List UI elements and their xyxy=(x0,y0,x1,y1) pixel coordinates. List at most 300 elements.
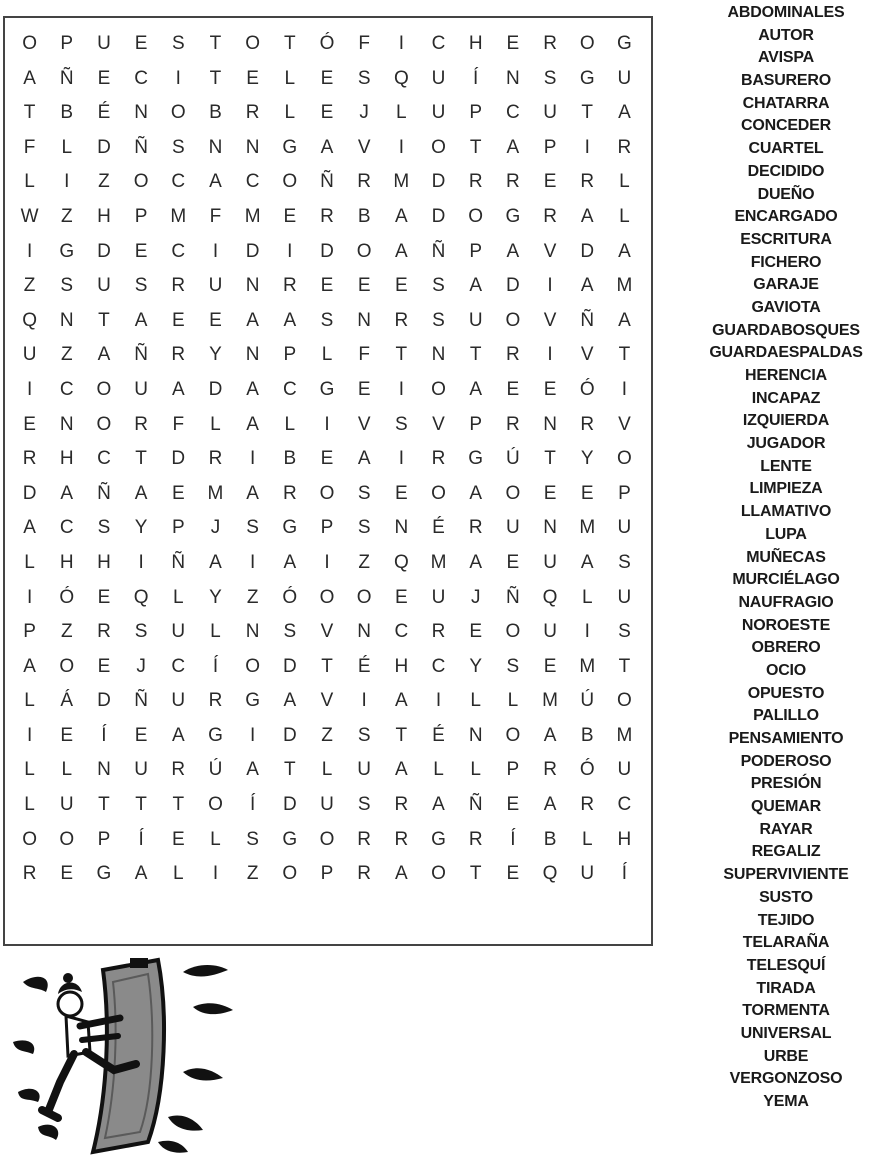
grid-cell[interactable]: E xyxy=(171,482,185,504)
grid-cell[interactable]: E xyxy=(506,863,520,885)
grid-cell[interactable]: A xyxy=(357,448,371,470)
grid-cell[interactable]: A xyxy=(209,171,222,193)
grid-cell[interactable]: D xyxy=(97,136,111,158)
grid-cell[interactable]: E xyxy=(23,413,36,435)
grid-cell[interactable]: Z xyxy=(23,275,36,297)
grid-cell[interactable]: A xyxy=(580,205,594,227)
grid-cell[interactable]: J xyxy=(470,586,481,608)
grid-cell[interactable]: R xyxy=(468,517,483,539)
grid-cell[interactable]: U xyxy=(431,67,446,89)
grid-cell[interactable]: E xyxy=(506,794,520,816)
grid-cell[interactable]: Z xyxy=(60,205,73,227)
grid-cell[interactable]: R xyxy=(320,205,334,227)
grid-cell[interactable]: V xyxy=(432,413,445,435)
grid-cell[interactable]: Z xyxy=(321,724,333,746)
grid-cell[interactable]: R xyxy=(543,759,557,781)
grid-cell[interactable]: A xyxy=(618,309,631,331)
grid-cell[interactable]: R xyxy=(245,102,260,124)
grid-cell[interactable]: E xyxy=(543,171,557,193)
grid-cell[interactable]: E xyxy=(357,275,371,297)
grid-cell[interactable]: G xyxy=(579,67,595,89)
grid-cell[interactable]: V xyxy=(543,240,557,262)
grid-cell[interactable]: O xyxy=(319,586,335,608)
grid-cell[interactable]: A xyxy=(395,863,408,885)
grid-cell[interactable]: H xyxy=(617,828,632,850)
grid-cell[interactable]: Q xyxy=(22,309,37,331)
grid-cell[interactable]: Ñ xyxy=(134,344,148,366)
grid-cell[interactable]: A xyxy=(469,482,483,504)
grid-cell[interactable]: M xyxy=(579,517,596,539)
grid-cell[interactable]: L xyxy=(284,102,296,124)
grid-cell[interactable]: Ñ xyxy=(134,690,148,712)
grid-cell[interactable]: I xyxy=(26,586,33,608)
grid-cell[interactable]: U xyxy=(431,102,446,124)
grid-cell[interactable]: I xyxy=(175,67,181,89)
grid-cell[interactable]: H xyxy=(59,551,74,573)
grid-cell[interactable]: A xyxy=(618,240,631,262)
grid-cell[interactable]: R xyxy=(97,621,111,643)
grid-cell[interactable]: Í xyxy=(212,655,219,677)
grid-cell[interactable]: E xyxy=(209,309,222,331)
grid-cell[interactable]: O xyxy=(431,136,446,158)
grid-cell[interactable]: S xyxy=(432,309,445,331)
grid-cell[interactable]: O xyxy=(245,655,261,677)
grid-cell[interactable]: C xyxy=(394,621,409,643)
grid-cell[interactable]: É xyxy=(97,102,111,124)
grid-cell[interactable]: Í xyxy=(510,828,516,850)
grid-cell[interactable]: Ñ xyxy=(506,586,520,608)
grid-cell[interactable]: N xyxy=(543,517,557,539)
grid-cell[interactable]: W xyxy=(20,205,39,227)
grid-cell[interactable]: T xyxy=(98,794,110,816)
grid-cell[interactable]: A xyxy=(60,482,74,504)
grid-cell[interactable]: Y xyxy=(580,448,594,470)
grid-cell[interactable]: N xyxy=(134,102,148,124)
grid-cell[interactable]: Ó xyxy=(579,759,595,781)
grid-cell[interactable]: S xyxy=(618,551,631,573)
grid-cell[interactable]: N xyxy=(357,309,372,331)
grid-cell[interactable]: Z xyxy=(60,344,73,366)
grid-cell[interactable]: R xyxy=(171,759,186,781)
grid-cell[interactable]: O xyxy=(468,205,484,227)
grid-cell[interactable]: E xyxy=(283,205,297,227)
grid-cell[interactable]: L xyxy=(173,863,184,885)
grid-cell[interactable]: C xyxy=(506,102,520,124)
grid-cell[interactable]: L xyxy=(581,586,593,608)
grid-cell[interactable]: I xyxy=(212,863,219,885)
grid-cell[interactable]: P xyxy=(23,621,36,643)
grid-cell[interactable]: D xyxy=(282,655,297,677)
grid-cell[interactable]: Q xyxy=(133,586,149,608)
grid-cell[interactable]: O xyxy=(282,171,298,193)
grid-cell[interactable]: C xyxy=(171,240,186,262)
grid-cell[interactable]: L xyxy=(470,690,481,712)
grid-cell[interactable]: L xyxy=(284,413,296,435)
grid-cell[interactable]: U xyxy=(543,621,557,643)
grid-cell[interactable]: L xyxy=(210,828,221,850)
grid-cell[interactable]: P xyxy=(283,344,297,366)
grid-cell[interactable]: B xyxy=(543,828,557,850)
grid-cell[interactable]: Ñ xyxy=(468,794,483,816)
grid-cell[interactable]: U xyxy=(134,759,148,781)
grid-cell[interactable]: R xyxy=(394,828,409,850)
grid-cell[interactable]: C xyxy=(59,517,74,539)
grid-cell[interactable]: T xyxy=(469,344,482,366)
grid-cell[interactable]: R xyxy=(134,413,148,435)
grid-cell[interactable]: D xyxy=(208,378,223,400)
grid-cell[interactable]: D xyxy=(171,448,186,470)
grid-cell[interactable]: A xyxy=(209,551,222,573)
grid-cell[interactable]: E xyxy=(580,482,594,504)
grid-cell[interactable]: B xyxy=(357,205,371,227)
grid-cell[interactable]: R xyxy=(394,794,409,816)
grid-cell[interactable]: A xyxy=(432,794,445,816)
grid-cell[interactable]: G xyxy=(319,378,335,400)
grid-cell[interactable]: A xyxy=(246,413,259,435)
grid-cell[interactable]: S xyxy=(506,655,520,677)
grid-cell[interactable]: J xyxy=(359,102,369,124)
grid-cell[interactable]: Y xyxy=(134,517,148,539)
grid-cell[interactable]: Z xyxy=(60,621,73,643)
grid-cell[interactable]: A xyxy=(23,655,36,677)
grid-cell[interactable]: M xyxy=(207,482,224,504)
grid-cell[interactable]: A xyxy=(171,724,185,746)
grid-cell[interactable]: S xyxy=(357,482,371,504)
grid-cell[interactable]: A xyxy=(134,863,148,885)
grid-cell[interactable]: S xyxy=(618,621,631,643)
grid-cell[interactable]: J xyxy=(136,655,146,677)
grid-cell[interactable]: Í xyxy=(138,828,144,850)
grid-cell[interactable]: I xyxy=(138,551,144,573)
grid-cell[interactable]: É xyxy=(357,655,371,677)
grid-cell[interactable]: S xyxy=(357,724,371,746)
grid-cell[interactable]: L xyxy=(24,690,35,712)
grid-cell[interactable]: S xyxy=(543,67,557,89)
grid-cell[interactable]: R xyxy=(506,171,520,193)
grid-cell[interactable]: N xyxy=(357,621,372,643)
grid-cell[interactable]: F xyxy=(23,136,36,158)
grid-cell[interactable]: N xyxy=(245,136,260,158)
grid-cell[interactable]: U xyxy=(617,517,632,539)
grid-cell[interactable]: Á xyxy=(60,690,74,712)
grid-cell[interactable]: D xyxy=(320,240,334,262)
grid-cell[interactable]: O xyxy=(617,690,632,712)
grid-cell[interactable]: A xyxy=(320,136,334,158)
grid-cell[interactable]: Z xyxy=(98,171,110,193)
grid-cell[interactable]: A xyxy=(283,309,297,331)
grid-cell[interactable]: E xyxy=(97,586,111,608)
grid-cell[interactable]: R xyxy=(208,448,223,470)
grid-cell[interactable]: R xyxy=(171,275,186,297)
grid-cell[interactable]: L xyxy=(210,413,221,435)
grid-cell[interactable]: G xyxy=(282,828,298,850)
grid-cell[interactable]: I xyxy=(64,171,70,193)
grid-cell[interactable]: I xyxy=(324,551,330,573)
grid-cell[interactable]: I xyxy=(26,724,33,746)
grid-cell[interactable]: S xyxy=(171,136,185,158)
grid-cell[interactable]: O xyxy=(96,378,112,400)
grid-cell[interactable]: R xyxy=(468,828,483,850)
grid-cell[interactable]: S xyxy=(97,517,111,539)
grid-cell[interactable]: C xyxy=(245,171,260,193)
grid-cell[interactable]: V xyxy=(320,621,334,643)
grid-cell[interactable]: E xyxy=(320,102,334,124)
grid-cell[interactable]: R xyxy=(543,205,557,227)
grid-cell[interactable]: I xyxy=(584,136,590,158)
grid-cell[interactable]: R xyxy=(357,171,372,193)
grid-cell[interactable]: P xyxy=(320,517,334,539)
grid-cell[interactable]: S xyxy=(357,67,371,89)
grid-cell[interactable]: N xyxy=(59,309,74,331)
grid-cell[interactable]: T xyxy=(172,794,185,816)
grid-cell[interactable]: M xyxy=(393,171,410,193)
grid-cell[interactable]: O xyxy=(96,413,112,435)
grid-cell[interactable]: L xyxy=(433,759,444,781)
grid-cell[interactable]: N xyxy=(245,621,260,643)
grid-cell[interactable]: H xyxy=(97,551,111,573)
grid-cell[interactable]: E xyxy=(320,448,334,470)
grid-cell[interactable]: N xyxy=(468,724,483,746)
grid-cell[interactable]: T xyxy=(209,67,222,89)
grid-cell[interactable]: G xyxy=(505,205,521,227)
grid-cell[interactable]: M xyxy=(542,690,558,712)
grid-cell[interactable]: L xyxy=(321,344,333,366)
grid-cell[interactable]: F xyxy=(209,205,222,227)
grid-cell[interactable]: L xyxy=(173,586,184,608)
grid-cell[interactable]: T xyxy=(321,655,333,677)
grid-cell[interactable]: I xyxy=(250,551,256,573)
grid-cell[interactable]: R xyxy=(617,136,632,158)
grid-cell[interactable]: P xyxy=(543,136,557,158)
grid-cell[interactable]: E xyxy=(395,586,408,608)
grid-cell[interactable]: U xyxy=(617,759,632,781)
grid-cell[interactable]: I xyxy=(398,378,404,400)
grid-cell[interactable]: E xyxy=(469,621,483,643)
grid-cell[interactable]: G xyxy=(208,724,223,746)
grid-cell[interactable]: D xyxy=(282,794,297,816)
grid-cell[interactable]: U xyxy=(97,33,111,54)
grid-cell[interactable]: O xyxy=(505,621,521,643)
grid-cell[interactable]: É xyxy=(432,724,445,746)
grid-cell[interactable]: T xyxy=(395,344,408,366)
grid-cell[interactable]: A xyxy=(543,794,557,816)
grid-cell[interactable]: D xyxy=(282,724,297,746)
grid-cell[interactable]: Ñ xyxy=(97,482,111,504)
grid-cell[interactable]: R xyxy=(394,309,409,331)
grid-cell[interactable]: H xyxy=(97,205,111,227)
grid-cell[interactable]: U xyxy=(617,67,632,89)
grid-cell[interactable]: A xyxy=(580,551,594,573)
grid-cell[interactable]: E xyxy=(97,655,111,677)
grid-cell[interactable]: Z xyxy=(246,863,259,885)
grid-cell[interactable]: Í xyxy=(101,724,107,746)
grid-cell[interactable]: V xyxy=(357,136,371,158)
grid-cell[interactable]: U xyxy=(171,690,186,712)
grid-cell[interactable]: L xyxy=(581,828,593,850)
grid-cell[interactable]: N xyxy=(506,67,520,89)
grid-cell[interactable]: O xyxy=(319,482,335,504)
grid-cell[interactable]: A xyxy=(246,759,259,781)
grid-cell[interactable]: D xyxy=(245,240,260,262)
grid-cell[interactable]: G xyxy=(282,517,298,539)
grid-cell[interactable]: L xyxy=(61,136,73,158)
grid-cell[interactable]: I xyxy=(398,136,404,158)
grid-cell[interactable]: I xyxy=(435,690,442,712)
grid-cell[interactable]: S xyxy=(246,828,259,850)
grid-cell[interactable]: I xyxy=(621,378,628,400)
grid-cell[interactable]: C xyxy=(617,794,632,816)
grid-cell[interactable]: J xyxy=(210,517,221,539)
grid-cell[interactable]: R xyxy=(506,344,520,366)
grid-cell[interactable]: I xyxy=(212,240,219,262)
grid-cell[interactable]: R xyxy=(357,828,372,850)
grid-cell[interactable]: I xyxy=(287,240,293,262)
grid-cell[interactable]: T xyxy=(618,655,631,677)
grid-cell[interactable]: Ñ xyxy=(431,240,446,262)
grid-cell[interactable]: I xyxy=(398,448,404,470)
grid-cell[interactable]: R xyxy=(431,448,446,470)
grid-cell[interactable]: A xyxy=(246,482,259,504)
grid-cell[interactable]: O xyxy=(282,863,298,885)
grid-cell[interactable]: Q xyxy=(542,586,558,608)
grid-cell[interactable]: T xyxy=(395,724,408,746)
grid-cell[interactable]: T xyxy=(135,794,147,816)
grid-cell[interactable]: U xyxy=(543,551,557,573)
grid-cell[interactable]: G xyxy=(468,448,484,470)
grid-cell[interactable]: L xyxy=(470,759,481,781)
grid-cell[interactable]: A xyxy=(171,378,185,400)
grid-cell[interactable]: U xyxy=(357,759,372,781)
grid-cell[interactable]: H xyxy=(59,448,74,470)
grid-cell[interactable]: Z xyxy=(246,586,259,608)
grid-cell[interactable]: A xyxy=(283,690,297,712)
grid-cell[interactable]: U xyxy=(468,309,483,331)
grid-cell[interactable]: T xyxy=(581,102,594,124)
grid-cell[interactable]: L xyxy=(396,102,407,124)
grid-cell[interactable]: T xyxy=(284,759,296,781)
grid-cell[interactable]: E xyxy=(395,275,408,297)
grid-cell[interactable]: C xyxy=(97,448,111,470)
grid-cell[interactable]: A xyxy=(580,275,594,297)
grid-cell[interactable]: T xyxy=(98,309,110,331)
grid-cell[interactable]: E xyxy=(134,240,148,262)
grid-cell[interactable]: Ú xyxy=(580,690,595,712)
grid-cell[interactable]: D xyxy=(97,690,111,712)
grid-cell[interactable]: C xyxy=(134,67,148,89)
grid-cell[interactable]: E xyxy=(171,828,185,850)
grid-cell[interactable]: U xyxy=(22,344,37,366)
grid-cell[interactable]: T xyxy=(23,102,36,124)
grid-cell[interactable]: O xyxy=(22,828,37,850)
grid-cell[interactable]: Y xyxy=(209,586,222,608)
grid-cell[interactable]: Ó xyxy=(579,378,595,400)
grid-cell[interactable]: O xyxy=(617,448,632,470)
grid-cell[interactable]: Ñ xyxy=(59,67,74,89)
grid-cell[interactable]: F xyxy=(358,33,370,54)
grid-cell[interactable]: Ñ xyxy=(171,551,186,573)
grid-cell[interactable]: S xyxy=(357,794,371,816)
grid-cell[interactable]: H xyxy=(394,655,409,677)
grid-cell[interactable]: I xyxy=(26,240,33,262)
grid-cell[interactable]: E xyxy=(543,482,557,504)
grid-cell[interactable]: N xyxy=(208,136,223,158)
grid-cell[interactable]: L xyxy=(24,794,35,816)
grid-cell[interactable]: U xyxy=(134,378,148,400)
grid-cell[interactable]: G xyxy=(96,863,112,885)
grid-cell[interactable]: V xyxy=(543,309,557,331)
grid-cell[interactable]: S xyxy=(283,621,297,643)
grid-cell[interactable]: E xyxy=(60,863,74,885)
grid-cell[interactable]: L xyxy=(24,551,35,573)
grid-cell[interactable]: U xyxy=(580,863,595,885)
grid-cell[interactable]: Ú xyxy=(208,759,223,781)
grid-cell[interactable]: G xyxy=(282,136,298,158)
grid-cell[interactable]: Y xyxy=(209,344,222,366)
grid-cell[interactable]: S xyxy=(171,33,185,54)
grid-cell[interactable]: É xyxy=(432,517,445,539)
grid-cell[interactable]: A xyxy=(395,240,408,262)
grid-cell[interactable]: N xyxy=(394,517,409,539)
grid-cell[interactable]: R xyxy=(431,621,446,643)
grid-cell[interactable]: Ó xyxy=(319,33,335,54)
grid-cell[interactable]: Í xyxy=(621,863,628,885)
grid-cell[interactable]: S xyxy=(320,309,334,331)
grid-cell[interactable]: E xyxy=(60,724,74,746)
grid-cell[interactable]: V xyxy=(618,413,631,435)
grid-cell[interactable]: A xyxy=(283,551,297,573)
grid-cell[interactable]: R xyxy=(580,794,595,816)
grid-cell[interactable]: T xyxy=(544,448,556,470)
grid-cell[interactable]: E xyxy=(395,482,408,504)
grid-cell[interactable]: S xyxy=(134,621,148,643)
grid-cell[interactable]: L xyxy=(507,690,519,712)
grid-cell[interactable]: E xyxy=(320,275,334,297)
grid-cell[interactable]: S xyxy=(134,275,148,297)
grid-cell[interactable]: O xyxy=(579,33,595,54)
grid-cell[interactable]: Ó xyxy=(282,586,298,608)
grid-cell[interactable]: R xyxy=(468,171,483,193)
grid-cell[interactable]: A xyxy=(23,67,36,89)
grid-cell[interactable]: L xyxy=(24,171,35,193)
grid-cell[interactable]: E xyxy=(506,378,520,400)
grid-cell[interactable]: Y xyxy=(469,655,483,677)
grid-cell[interactable]: G xyxy=(59,240,75,262)
grid-cell[interactable]: A xyxy=(97,344,111,366)
grid-cell[interactable]: N xyxy=(245,344,260,366)
grid-cell[interactable]: E xyxy=(171,309,185,331)
grid-cell[interactable]: A xyxy=(543,724,557,746)
grid-cell[interactable]: N xyxy=(543,413,557,435)
grid-cell[interactable]: U xyxy=(59,794,74,816)
grid-cell[interactable]: P xyxy=(506,759,520,781)
grid-cell[interactable]: R xyxy=(282,275,297,297)
grid-cell[interactable]: Ú xyxy=(506,448,520,470)
grid-cell[interactable]: O xyxy=(356,240,372,262)
grid-cell[interactable]: E xyxy=(246,67,259,89)
grid-cell[interactable]: B xyxy=(209,102,222,124)
grid-cell[interactable]: S xyxy=(60,275,74,297)
grid-cell[interactable]: L xyxy=(619,171,630,193)
grid-cell[interactable]: R xyxy=(22,863,37,885)
grid-cell[interactable]: I xyxy=(250,448,256,470)
grid-cell[interactable]: Ñ xyxy=(134,136,148,158)
grid-cell[interactable]: B xyxy=(60,102,74,124)
grid-cell[interactable]: R xyxy=(282,482,297,504)
grid-cell[interactable]: E xyxy=(543,378,557,400)
grid-cell[interactable]: A xyxy=(395,759,408,781)
grid-cell[interactable]: O xyxy=(431,378,446,400)
grid-cell[interactable]: I xyxy=(547,344,553,366)
